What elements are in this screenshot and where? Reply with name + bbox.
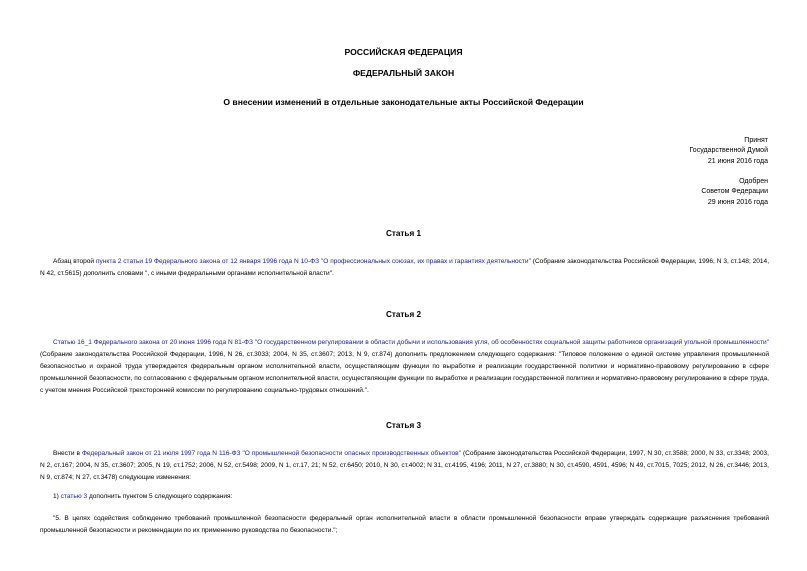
duma-date: 21 июня 2016 года (707, 157, 768, 165)
duma-adopted-label: Принят (744, 137, 768, 144)
item-number: 1) (53, 493, 61, 500)
article-2-paragraph (40, 337, 769, 397)
article-3-paragraph-2 (40, 491, 769, 503)
document-title: О внесении изменений в отдельные законодательные акты Российской Федерации (223, 97, 584, 107)
council-approval-block (568, 177, 768, 208)
article-2-text-end: (Собрание законодательства Российской Федерации, 1996, N 26, ст.3033; 2004, N 35, ст.3607; 2013, N 9, ст.874) дополнить предложением следующего содержания: "Типовое положение о единой системе управления промышленной безопасностью и охраной труда утверждается федеральным органом исполнительной власти, осуществляющим функции по выработке и реализации государственной политики и нормативно-правовому регулированию в сфере промышленной безопасности, по согласованию с федеральным органом исполнительной власти, осуществляющим функции по выработке и реализации государственной политики и нормативно-правовому регулированию в сфере труда, с учетом мнения Российской трехсторонней комиссии по регулированию социально-трудовых отношений.". (40, 351, 769, 394)
article-2-heading: Статья 2 (385, 310, 422, 319)
council-approved-label: Одобрен (739, 178, 768, 185)
article-1-text-end: (Собрание законодательства Российской Федерации, 1996, N 3, ст.148; 2014, N 42, ст.5615) дополнить словами ", с иными федеральными органами исполнительной власти". (40, 258, 770, 277)
article-3-text-end: (Собрание законодательства Российской Федерации, 1997, N 30, ст.3588; 2000, N 33, ст.3348; 2003, N 2, ст.167; 2004, N 35, ст.3607; 2005, N 19, ст.1752; 2006, N 52, ст.5498; 2009, N 1, ст.17, 21; N 52, ст.6450; 2010, N 30, ст.4002; N 31, ст.4195, 4196; 2011, N 27, ст.3880; N 30, ст.4590, 4591, 4596; N 49, ст.7015, 7025; 2012, N 26, ст.3446; 2013, N 9, ст.874; N 27, ст.3478) следующие изменения: (40, 450, 769, 481)
duma-adoption-block (568, 136, 768, 167)
law-116fz-link[interactable]: Федеральный закон от 21 июля 1997 года N 116-ФЗ "О промышленной безопасности опасных производственных объектов" (81, 450, 461, 457)
council-date: 29 июня 2016 года (707, 198, 768, 206)
article-3-link[interactable]: статью 3 (60, 493, 88, 500)
article-3-text-start: Внести в (53, 450, 82, 457)
doc-type-heading: ФЕДЕРАЛЬНЫЙ ЗАКОН (352, 68, 455, 78)
duma-name: Государственной Думой (689, 147, 768, 155)
law-81fz-link[interactable]: Статью 16_1 Федерального закона от 20 июня 1996 года N 81-ФЗ "О государственном регулировании в области добычи и использования угля, об особенностях социальной защиты работников организаций угольной промышленности" (53, 339, 769, 346)
council-name: Советом Федерации (701, 188, 768, 196)
article-1-text-start: Абзац второй (53, 258, 96, 265)
country-heading: РОССИЙСКАЯ ФЕДЕРАЦИЯ (344, 47, 463, 57)
article-3-paragraph-3: "5. В целях содействия соблюдению требований промышленной безопасности федеральный орган исполнительной власти в области промышленной безопасности вправе утверждать содержащие разъяснения требований промышленной безопасности и рекомендации по их применению руководства по безопасности."; (40, 515, 769, 534)
article-1-paragraph (40, 256, 769, 280)
article-3-paragraph-1 (40, 448, 769, 484)
item-text: дополнить пунктом 5 следующего содержания: (87, 493, 233, 500)
article-1-heading: Статья 1 (385, 229, 422, 238)
law-10fz-link[interactable]: пункта 2 статьи 19 Федерального закона от 12 января 1996 года N 10-ФЗ "О профессиональных союзах, их правах и гарантиях деятельности" (95, 258, 531, 265)
article-3-heading: Статья 3 (385, 421, 422, 430)
